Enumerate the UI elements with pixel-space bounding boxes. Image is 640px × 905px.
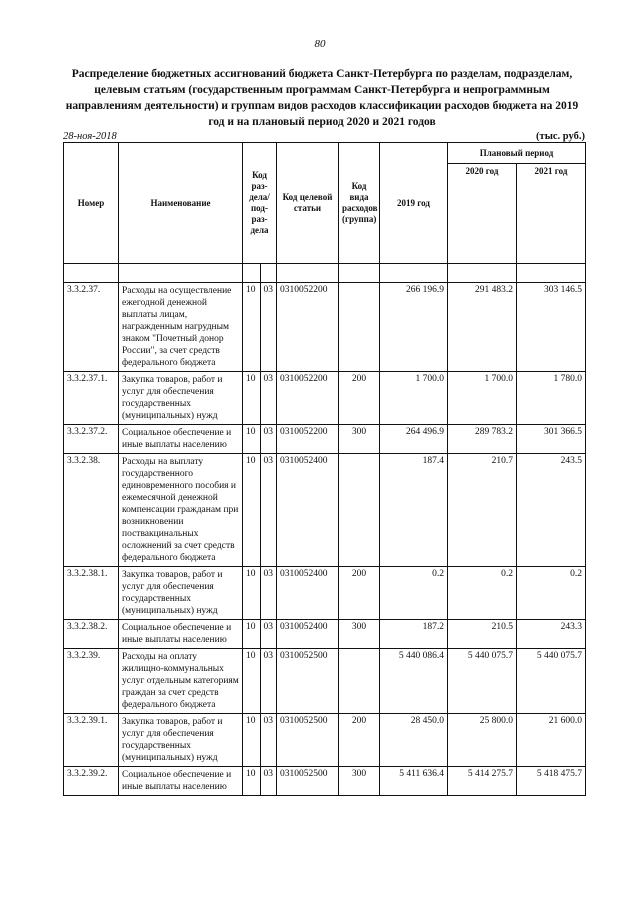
header-number: Номер — [64, 143, 119, 264]
row-number: 3.3.2.39.1. — [64, 714, 119, 767]
header-name: Наименование — [119, 143, 243, 264]
row-value-2019: 28 450.0 — [380, 714, 448, 767]
table-row — [64, 454, 586, 567]
row-target-code: 0310052400 — [277, 454, 339, 567]
row-section: 10 — [243, 567, 261, 620]
row-kind-code — [339, 454, 380, 567]
row-value-2020: 1 700.0 — [448, 372, 517, 425]
row-target-code: 0310052500 — [277, 649, 339, 714]
row-value-2021: 5 418 475.7 — [517, 767, 586, 796]
row-value-2020: 0.2 — [448, 567, 517, 620]
header-planned-period: Плановый период — [448, 143, 586, 164]
row-subsection: 03 — [261, 649, 277, 714]
row-kind-code: 200 — [339, 372, 380, 425]
table-row — [64, 649, 586, 714]
table-row — [64, 620, 586, 649]
row-value-2019: 5 440 086.4 — [380, 649, 448, 714]
header-2019: 2019 год — [380, 143, 448, 264]
budget-table — [63, 142, 586, 796]
row-name: Расходы на выплату государственного единовременного пособия и ежемесячной денежной компенсации гражданам при возникновении поствакцинальных осложнений за счет средств федерального бюджета — [119, 454, 243, 567]
row-value-2020: 291 483.2 — [448, 283, 517, 372]
row-name: Закупка товаров, работ и услуг для обеспечения государственных (муниципальных) нужд — [119, 567, 243, 620]
row-target-code: 0310052500 — [277, 767, 339, 796]
row-value-2019: 187.4 — [380, 454, 448, 567]
header-section-code: Код раз-дела/ под-раз-дела — [243, 143, 277, 264]
row-number: 3.3.2.38.1. — [64, 567, 119, 620]
row-subsection: 03 — [261, 620, 277, 649]
row-value-2019: 264 496.9 — [380, 425, 448, 454]
row-value-2021: 303 146.5 — [517, 283, 586, 372]
row-number: 3.3.2.39.2. — [64, 767, 119, 796]
row-target-code: 0310052400 — [277, 567, 339, 620]
row-value-2021: 243.3 — [517, 620, 586, 649]
row-value-2020: 289 783.2 — [448, 425, 517, 454]
row-section: 10 — [243, 454, 261, 567]
row-value-2020: 5 440 075.7 — [448, 649, 517, 714]
table-row — [64, 372, 586, 425]
row-section: 10 — [243, 372, 261, 425]
row-value-2021: 0.2 — [517, 567, 586, 620]
table-row — [64, 567, 586, 620]
row-name: Закупка товаров, работ и услуг для обеспечения государственных (муниципальных) нужд — [119, 714, 243, 767]
table-row — [64, 714, 586, 767]
row-kind-code: 200 — [339, 567, 380, 620]
row-value-2020: 5 414 275.7 — [448, 767, 517, 796]
row-value-2019: 266 196.9 — [380, 283, 448, 372]
units-label: (тыс. руб.) — [536, 131, 585, 142]
row-section: 10 — [243, 283, 261, 372]
row-subsection: 03 — [261, 567, 277, 620]
row-number: 3.3.2.37.1. — [64, 372, 119, 425]
row-name: Социальное обеспечение и иные выплаты населению — [119, 767, 243, 796]
row-value-2020: 210.7 — [448, 454, 517, 567]
row-number: 3.3.2.38.2. — [64, 620, 119, 649]
page-number: 80 — [314, 38, 326, 50]
header-2020: 2020 год — [448, 164, 517, 264]
row-name: Социальное обеспечение и иные выплаты населению — [119, 620, 243, 649]
row-subsection: 03 — [261, 372, 277, 425]
row-name: Расходы на оплату жилищно-коммунальных услуг отдельным категориям граждан за счет средств федерального бюджета — [119, 649, 243, 714]
row-number: 3.3.2.37.2. — [64, 425, 119, 454]
row-section: 10 — [243, 425, 261, 454]
row-target-code: 0310052400 — [277, 620, 339, 649]
row-value-2021: 243.5 — [517, 454, 586, 567]
document-date: 28-ноя-2018 — [63, 131, 117, 142]
row-section: 10 — [243, 767, 261, 796]
row-subsection: 03 — [261, 425, 277, 454]
row-subsection: 03 — [261, 454, 277, 567]
row-kind-code: 300 — [339, 620, 380, 649]
row-kind-code — [339, 649, 380, 714]
row-value-2021: 301 366.5 — [517, 425, 586, 454]
table-row — [64, 425, 586, 454]
row-subsection: 03 — [261, 283, 277, 372]
header-2021: 2021 год — [517, 164, 586, 264]
row-number: 3.3.2.38. — [64, 454, 119, 567]
row-target-code: 0310052200 — [277, 425, 339, 454]
row-target-code: 0310052200 — [277, 372, 339, 425]
row-value-2020: 25 800.0 — [448, 714, 517, 767]
header-target-code: Код целевой статьи — [277, 143, 339, 264]
row-value-2021: 1 780.0 — [517, 372, 586, 425]
table-row — [64, 283, 586, 372]
row-section: 10 — [243, 620, 261, 649]
document-title: Распределение бюджетных ассигнований бюджета Санкт-Петербурга по разделам, подразделам, целевым статьям (государственным программам Санкт-Петербурга и непрограммным направлениям деятельности) и группам видов расходов классификации расходов бюджета на 2019 год и на плановый период 2020 и 2021 годов — [65, 68, 579, 128]
row-value-2019: 187.2 — [380, 620, 448, 649]
row-value-2019: 5 411 636.4 — [380, 767, 448, 796]
row-value-2019: 1 700.0 — [380, 372, 448, 425]
row-section: 10 — [243, 649, 261, 714]
row-value-2021: 21 600.0 — [517, 714, 586, 767]
row-kind-code: 200 — [339, 714, 380, 767]
row-value-2021: 5 440 075.7 — [517, 649, 586, 714]
table-row — [64, 767, 586, 796]
row-number: 3.3.2.39. — [64, 649, 119, 714]
row-number: 3.3.2.37. — [64, 283, 119, 372]
row-target-code: 0310052200 — [277, 283, 339, 372]
row-target-code: 0310052500 — [277, 714, 339, 767]
row-section: 10 — [243, 714, 261, 767]
row-subsection: 03 — [261, 767, 277, 796]
row-subsection: 03 — [261, 714, 277, 767]
row-value-2019: 0.2 — [380, 567, 448, 620]
row-kind-code: 300 — [339, 767, 380, 796]
row-name: Расходы на осуществление ежегодной денежной выплаты лицам, награжденным нагрудным знаком "Почетный донор России", за счет средств федерального бюджета — [119, 283, 243, 372]
row-value-2020: 210.5 — [448, 620, 517, 649]
row-name: Социальное обеспечение и иные выплаты населению — [119, 425, 243, 454]
row-name: Закупка товаров, работ и услуг для обеспечения государственных (муниципальных) нужд — [119, 372, 243, 425]
row-kind-code: 300 — [339, 425, 380, 454]
header-kind-code: Код вида расходов (группа) — [339, 143, 380, 264]
row-kind-code — [339, 283, 380, 372]
